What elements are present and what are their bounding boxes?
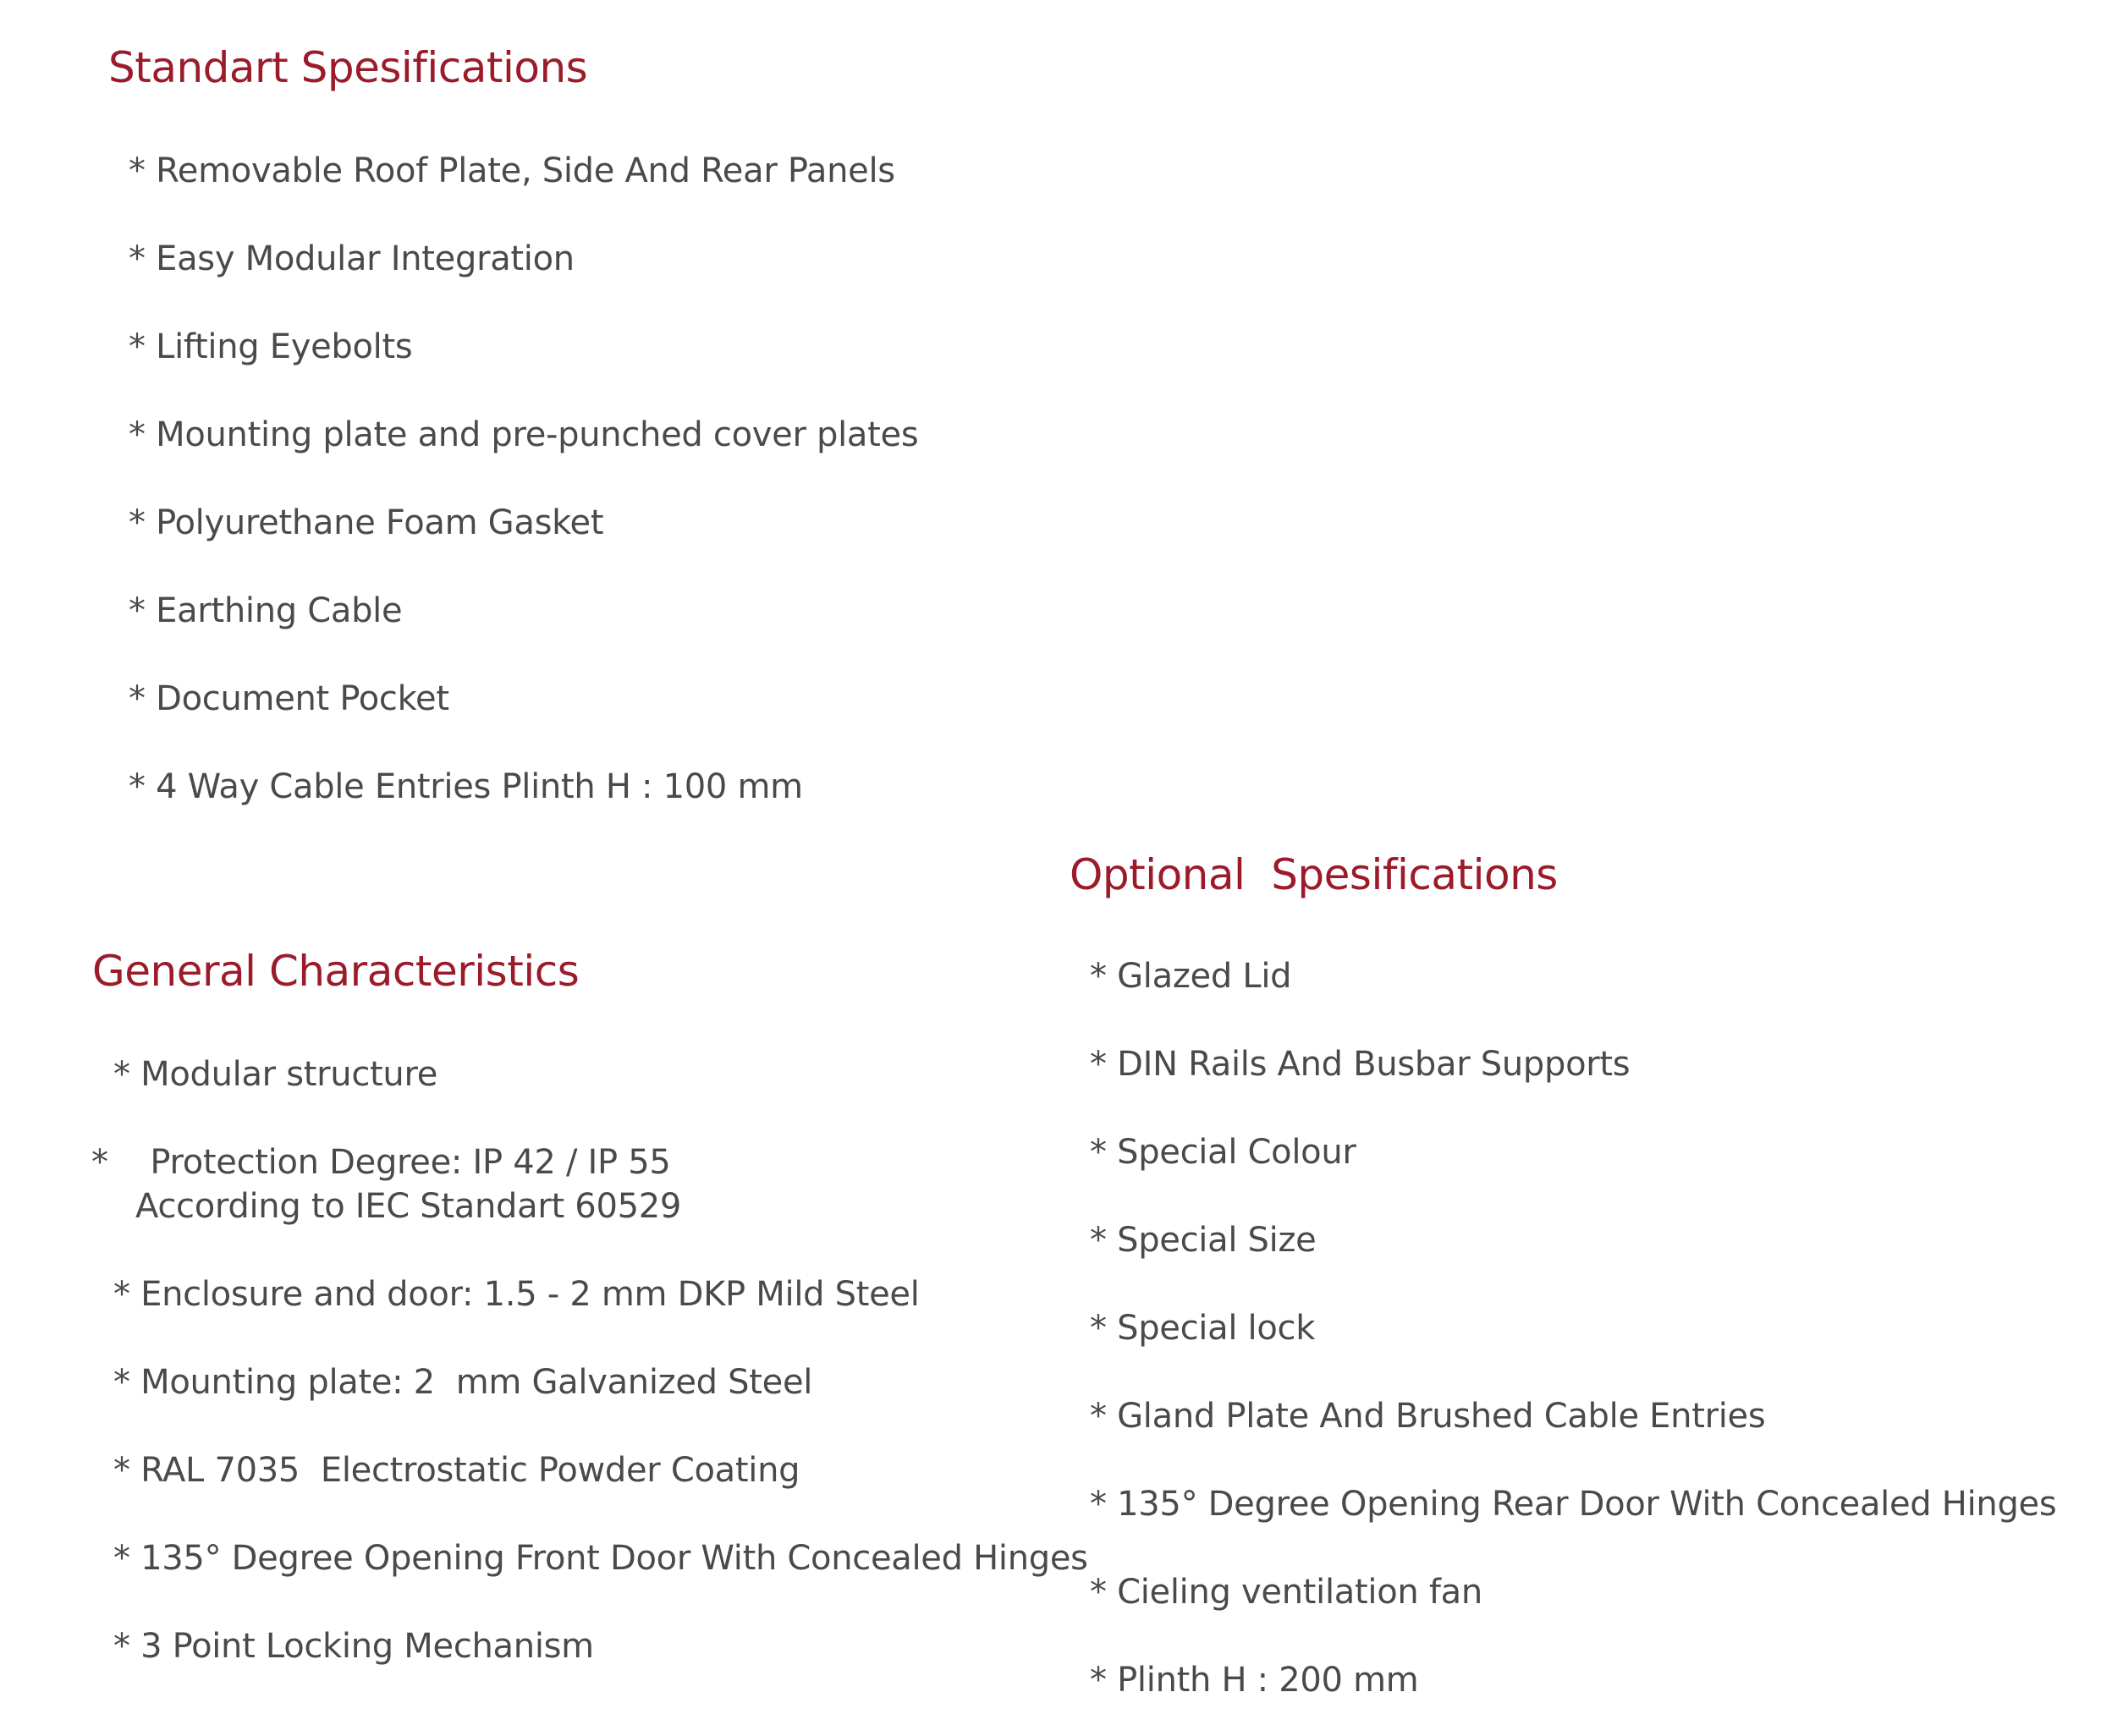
optional-specifications-heading: Optional Spesifications	[1070, 850, 1558, 899]
list-item: * Removable Roof Plate, Side And Rear Panels	[129, 151, 895, 190]
list-item: * Easy Modular Integration	[129, 239, 575, 278]
list-item: * Special Colour	[1090, 1133, 1356, 1172]
standard-specifications-heading: Standart Spesifications	[108, 43, 588, 92]
list-item: * Mounting plate: 2 mm Galvanized Steel	[113, 1363, 813, 1402]
list-item: * Document Pocket	[129, 679, 449, 718]
list-item: * Mounting plate and pre-punched cover plates	[129, 415, 919, 454]
list-item: * Glazed Lid	[1090, 957, 1292, 996]
list-item: * Plinth H : 200 mm	[1090, 1661, 1419, 1700]
list-item: * Polyurethane Foam Gasket	[129, 503, 604, 542]
list-item: * Special Size	[1090, 1221, 1317, 1260]
list-item: According to IEC Standart 60529	[135, 1187, 682, 1226]
list-item: * 135° Degree Opening Rear Door With Concealed Hinges	[1090, 1485, 2057, 1524]
list-item: * Enclosure and door: 1.5 - 2 mm DKP Mild Steel	[113, 1275, 920, 1314]
list-item: * Cieling ventilation fan	[1090, 1573, 1482, 1612]
list-item: * DIN Rails And Busbar Supports	[1090, 1045, 1631, 1084]
general-characteristics-heading: General Characteristics	[92, 947, 580, 996]
list-item: * Lifting Eyebolts	[129, 327, 413, 366]
list-item: * Earthing Cable	[129, 591, 403, 630]
list-item: * Protection Degree: IP 42 / IP 55	[91, 1143, 671, 1182]
list-item: * 3 Point Locking Mechanism	[113, 1627, 594, 1666]
list-item: * 135° Degree Opening Front Door With Concealed Hinges	[113, 1539, 1088, 1578]
list-item: * Gland Plate And Brushed Cable Entries	[1090, 1397, 1766, 1436]
list-item: * Modular structure	[113, 1055, 438, 1094]
list-item: * RAL 7035 Electrostatic Powder Coating	[113, 1451, 800, 1490]
list-item: * 4 Way Cable Entries Plinth H : 100 mm	[129, 767, 803, 806]
list-item: * Special lock	[1090, 1309, 1316, 1348]
